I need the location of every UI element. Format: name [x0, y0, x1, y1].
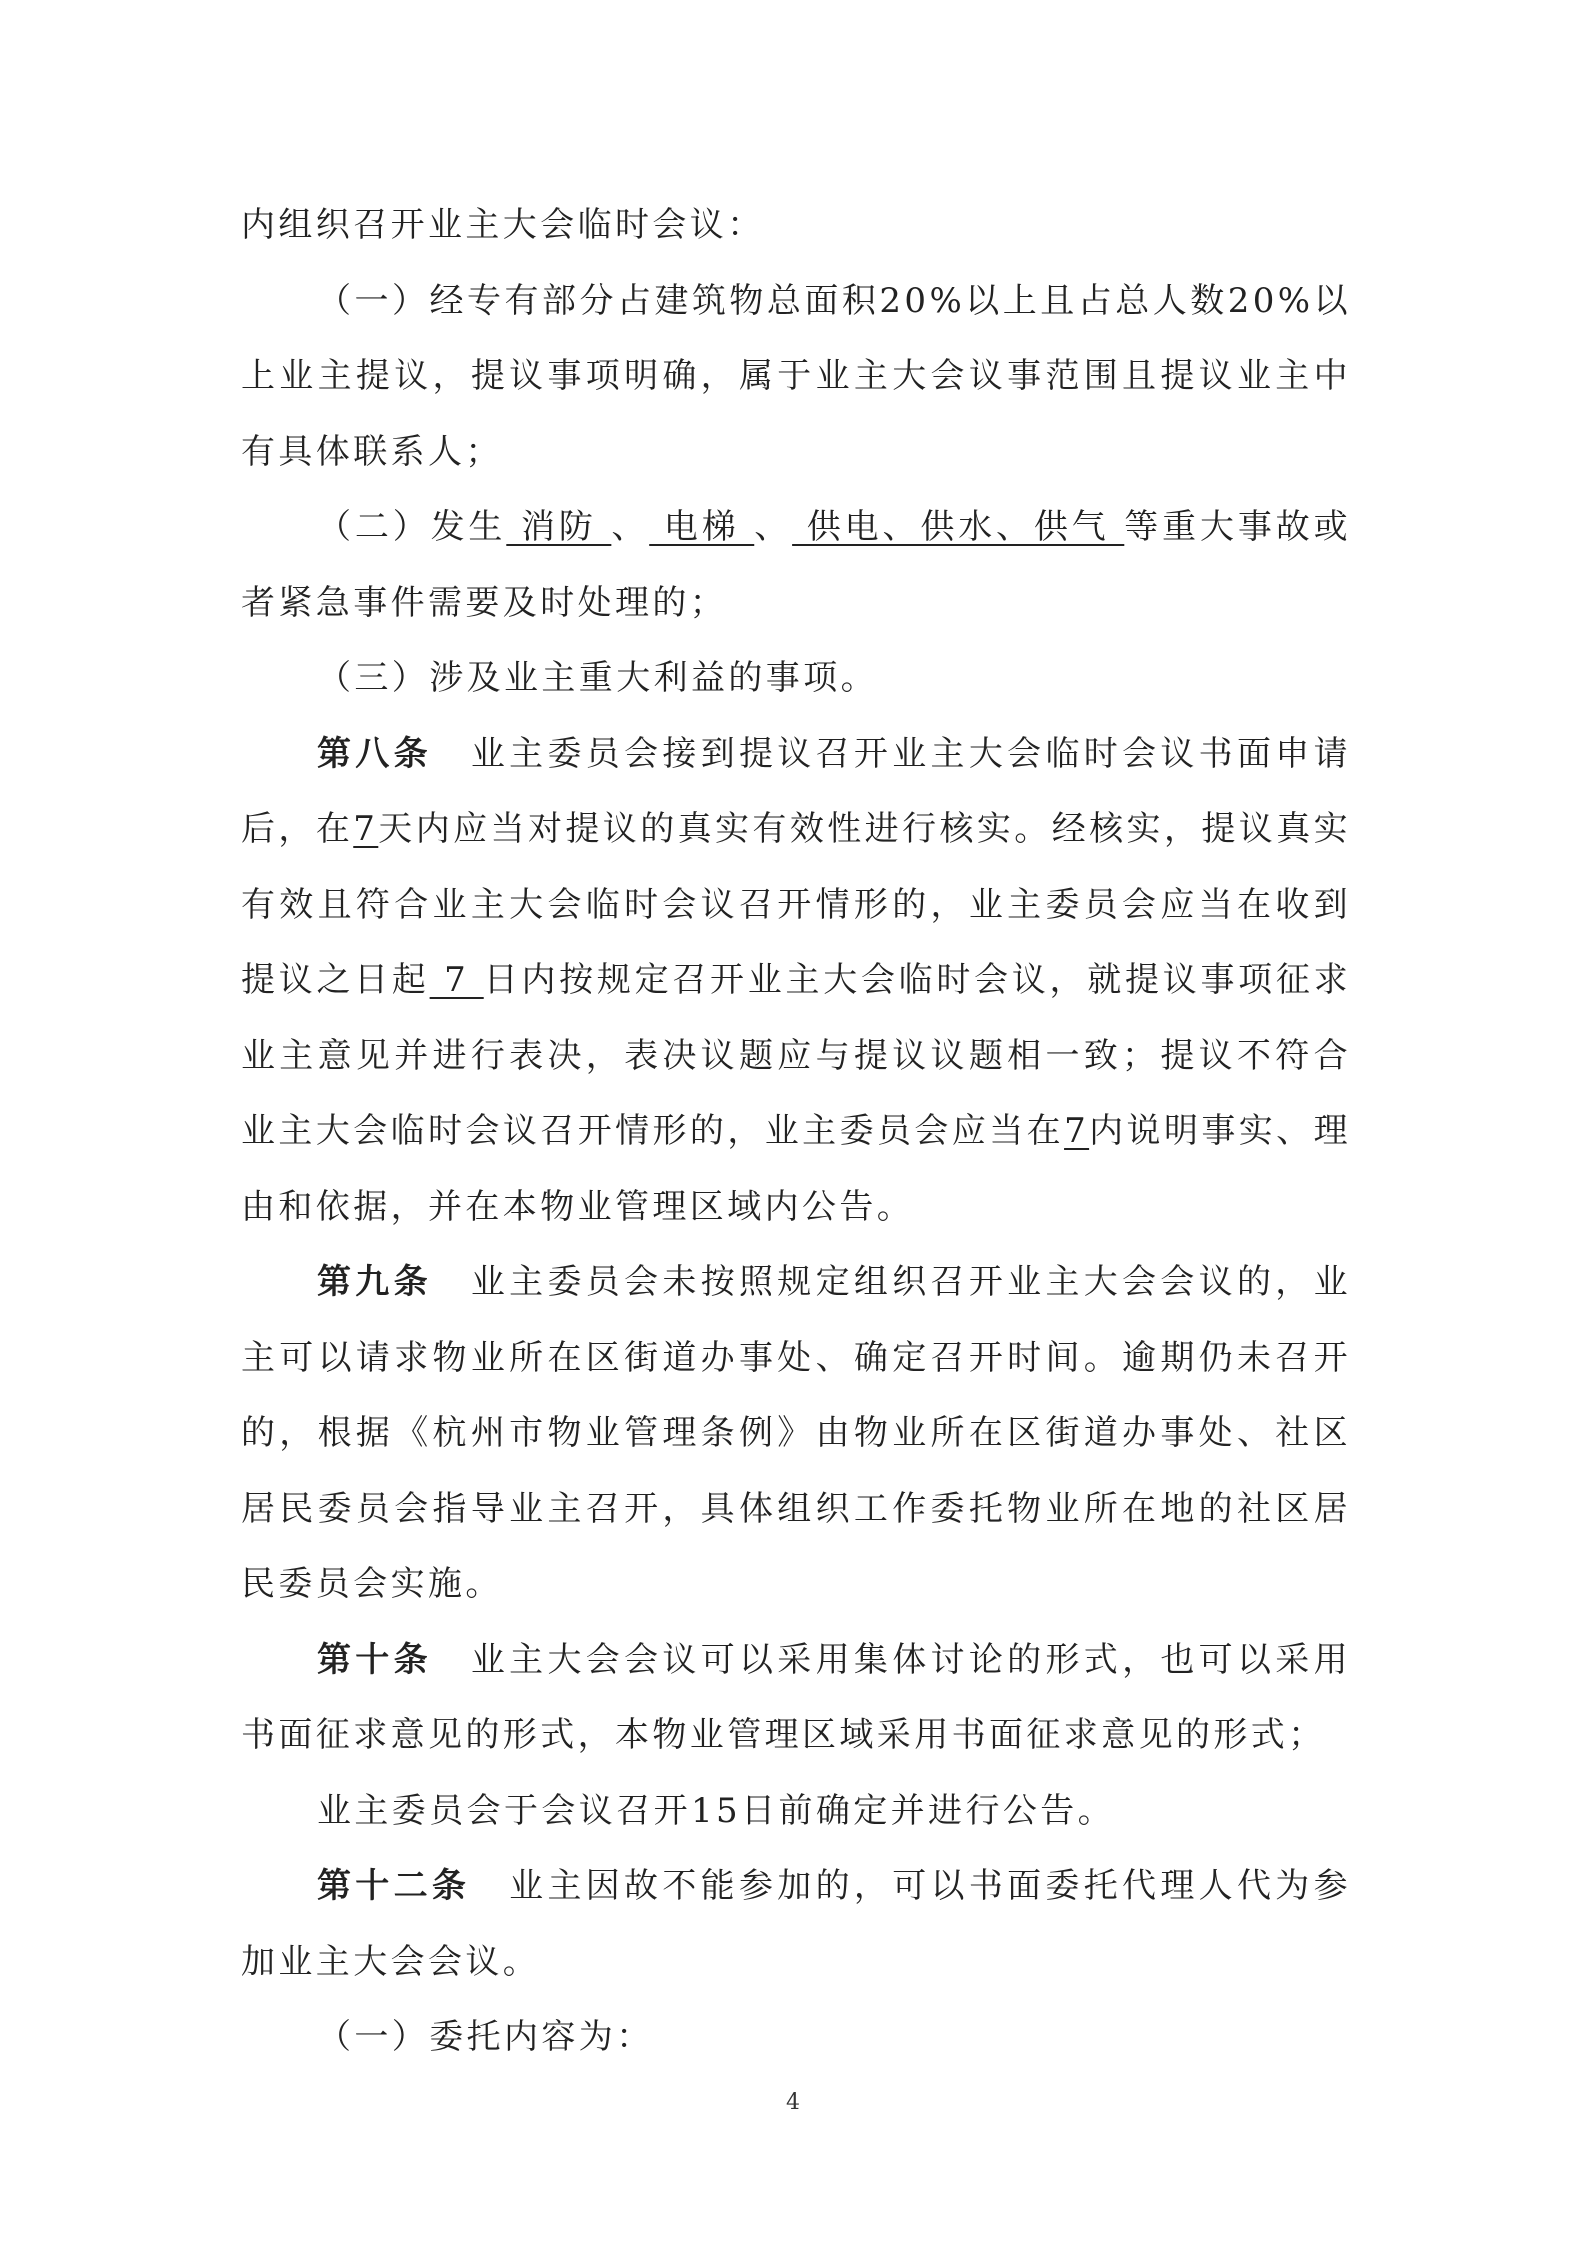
blank-fill-elevator: 电梯 — [649, 507, 755, 547]
article-8-text-c: 日内按规定召开业主大会临时会议，就提议事项征求业主意见并进行表决，表决议题应与提议议题相一致；提议不符合业主大会临时会议召开情形的，业主委员会应当在 — [241, 960, 1352, 1151]
article-8-title: 第八条 — [317, 733, 432, 774]
paragraph-item-3: （三）涉及业主重大利益的事项。 — [317, 658, 878, 698]
article-8-text-d: 内说明事实、理由和依据，并在本物业管理区域内公告。 — [241, 1111, 1351, 1227]
article-9 — [241, 1245, 1351, 1623]
article-12-item-1: （一）委托内容为： — [317, 2017, 654, 2057]
blank-fill-utilities: 供电、供水、供气 — [792, 507, 1125, 547]
article-8-text-b: 天内应当对提议的真实有效性进行核实。经核实，提议真实有效且符合业主大会临时会议召开情形的，业主委员会应当在收到提议之日起 — [241, 809, 1352, 1000]
item-2-suffix: 等重大事故或者紧急事件需要及时处理的； — [241, 507, 1351, 623]
article-10-title: 第十条 — [317, 1639, 432, 1680]
document-body — [241, 188, 1351, 2076]
paragraph-item-2 — [241, 490, 1351, 641]
paragraph-item-1: （一）经专有部分占建筑物总面积20%以上且占总人数20%以上业主提议，提议事项明确，属于业主大会议事范围且提议业主中有具体联系人； — [241, 280, 1351, 472]
article-10-text: 业主大会会议可以采用集体讨论的形式，也可以采用书面征求意见的形式，本物业管理区域采用书面征求意见的形式； — [241, 1639, 1352, 1755]
article-10-announcement: 业主委员会于会议召开15日前确定并进行公告。 — [317, 1790, 1116, 1831]
article-9-title: 第九条 — [317, 1262, 432, 1302]
separator: 、 — [611, 507, 650, 547]
page-number: 4 — [786, 2090, 800, 2115]
blank-fill-days-1: 7 — [353, 809, 379, 849]
paragraph-continuation: 内组织召开业主大会临时会议： — [241, 205, 765, 245]
article-9-text: 业主委员会未按照规定组织召开业主大会会议的，业主可以请求物业所在区街道办事处、确定召开时间。逾期仍未召开的，根据《杭州市物业管理条例》由物业所在区街道办事处、社区居民委员会指导业主召开，具体组织工作委托物业所在地的社区居民委员会实施。 — [241, 1262, 1352, 1604]
separator: 、 — [754, 507, 793, 547]
article-8 — [241, 717, 1351, 1246]
article-8-text-a: 业主委员会接到提议召开业主大会临时会议书面申请后，在 — [241, 733, 1352, 849]
blank-fill-days-3: 7 — [1064, 1111, 1090, 1151]
article-10 — [241, 1623, 1351, 1774]
article-12 — [241, 1849, 1351, 2000]
blank-fill-fire: 消防 — [506, 507, 612, 547]
blank-fill-days-2: 7 — [429, 960, 484, 1000]
article-12-text: 业主因故不能参加的，可以书面委托代理人代为参加业主大会会议。 — [241, 1866, 1351, 1982]
item-2-prefix: （二）发生 — [317, 507, 507, 547]
article-12-title: 第十二条 — [317, 1866, 471, 1906]
